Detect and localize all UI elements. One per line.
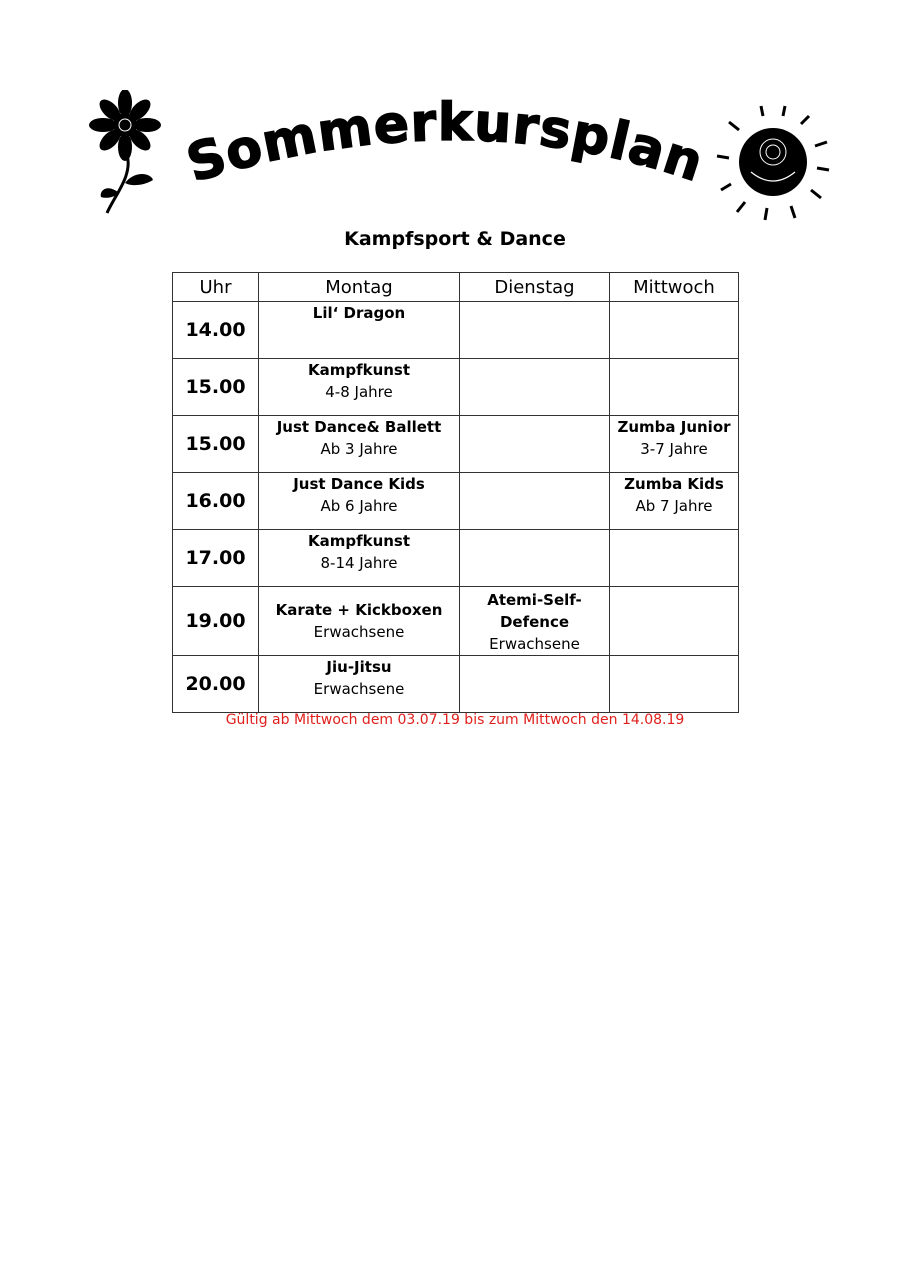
course-cell-montag bbox=[259, 587, 460, 656]
course-cell-dienstag bbox=[460, 530, 610, 587]
course-age: Ab 3 Jahre bbox=[320, 440, 398, 458]
time-cell: 14.00 bbox=[173, 302, 259, 359]
column-header-montag: Montag bbox=[259, 273, 460, 302]
course-cell-mittwoch bbox=[610, 530, 739, 587]
table-header-row bbox=[173, 273, 739, 302]
course-cell-mittwoch bbox=[610, 302, 739, 359]
table-row bbox=[173, 359, 739, 416]
course-age: 8-14 Jahre bbox=[320, 554, 398, 572]
course-cell-mittwoch bbox=[610, 359, 739, 416]
course-name: Karate + Kickboxen bbox=[275, 601, 443, 619]
course-name: Kampfkunst bbox=[307, 532, 411, 550]
course-name: Zumba Junior bbox=[617, 418, 731, 436]
course-age: 3-7 Jahre bbox=[640, 440, 708, 458]
time-cell: 20.00 bbox=[173, 656, 259, 713]
course-cell-montag bbox=[259, 473, 460, 530]
time-cell: 15.00 bbox=[173, 359, 259, 416]
validity-note: Gültig ab Mittwoch dem 03.07.19 bis zum Mittwoch den 14.08.19 bbox=[225, 712, 685, 728]
table-row bbox=[173, 530, 739, 587]
course-age: Erwachsene bbox=[313, 680, 405, 698]
course-age: 4-8 Jahre bbox=[325, 383, 393, 401]
schedule-table bbox=[172, 272, 739, 713]
page-subtitle: Kampfsport & Dance bbox=[344, 228, 566, 250]
column-header-uhr: Uhr bbox=[173, 273, 259, 302]
column-header-dienstag: Dienstag bbox=[460, 273, 610, 302]
course-age: Erwachsene bbox=[313, 623, 405, 641]
course-cell-mittwoch bbox=[610, 587, 739, 656]
course-cell-montag bbox=[259, 359, 460, 416]
course-cell-dienstag bbox=[460, 416, 610, 473]
course-name: Zumba Kids bbox=[624, 475, 724, 493]
course-name: Lil‘ Dragon bbox=[312, 304, 406, 322]
table-row bbox=[173, 656, 739, 713]
page-title: Sommerkursplan bbox=[180, 92, 712, 195]
course-cell-dienstag bbox=[460, 302, 610, 359]
course-cell-dienstag bbox=[460, 359, 610, 416]
header-banner bbox=[80, 90, 840, 230]
banner-graphic bbox=[80, 90, 840, 230]
table-row bbox=[173, 587, 739, 656]
course-cell-dienstag bbox=[460, 473, 610, 530]
time-cell: 15.00 bbox=[173, 416, 259, 473]
course-name: Atemi-Self- Defence bbox=[487, 591, 582, 631]
course-cell-dienstag bbox=[460, 656, 610, 713]
course-cell-montag bbox=[259, 416, 460, 473]
course-name: Just Dance& Ballett bbox=[276, 418, 442, 436]
svg-text:Sommerkursplan bbox=[180, 93, 711, 195]
course-age: Erwachsene bbox=[489, 635, 580, 653]
course-cell-montag bbox=[259, 302, 460, 359]
column-header-mittwoch: Mittwoch bbox=[610, 273, 739, 302]
course-cell-mittwoch bbox=[610, 656, 739, 713]
course-age: Ab 7 Jahre bbox=[635, 497, 713, 515]
course-name: Just Dance Kids bbox=[293, 475, 425, 493]
table-row bbox=[173, 473, 739, 530]
course-cell-mittwoch bbox=[610, 416, 739, 473]
course-cell-montag bbox=[259, 530, 460, 587]
table-row bbox=[173, 416, 739, 473]
sun-icon bbox=[717, 106, 829, 220]
course-name: Jiu-Jitsu bbox=[326, 658, 392, 676]
course-cell-dienstag bbox=[460, 587, 610, 656]
time-cell: 19.00 bbox=[173, 587, 259, 656]
course-cell-montag bbox=[259, 656, 460, 713]
course-age: Ab 6 Jahre bbox=[320, 497, 398, 515]
time-cell: 16.00 bbox=[173, 473, 259, 530]
time-cell: 17.00 bbox=[173, 530, 259, 587]
flower-icon bbox=[89, 90, 161, 213]
table-row bbox=[173, 302, 739, 359]
course-cell-mittwoch bbox=[610, 473, 739, 530]
course-name: Kampfkunst bbox=[307, 361, 411, 379]
